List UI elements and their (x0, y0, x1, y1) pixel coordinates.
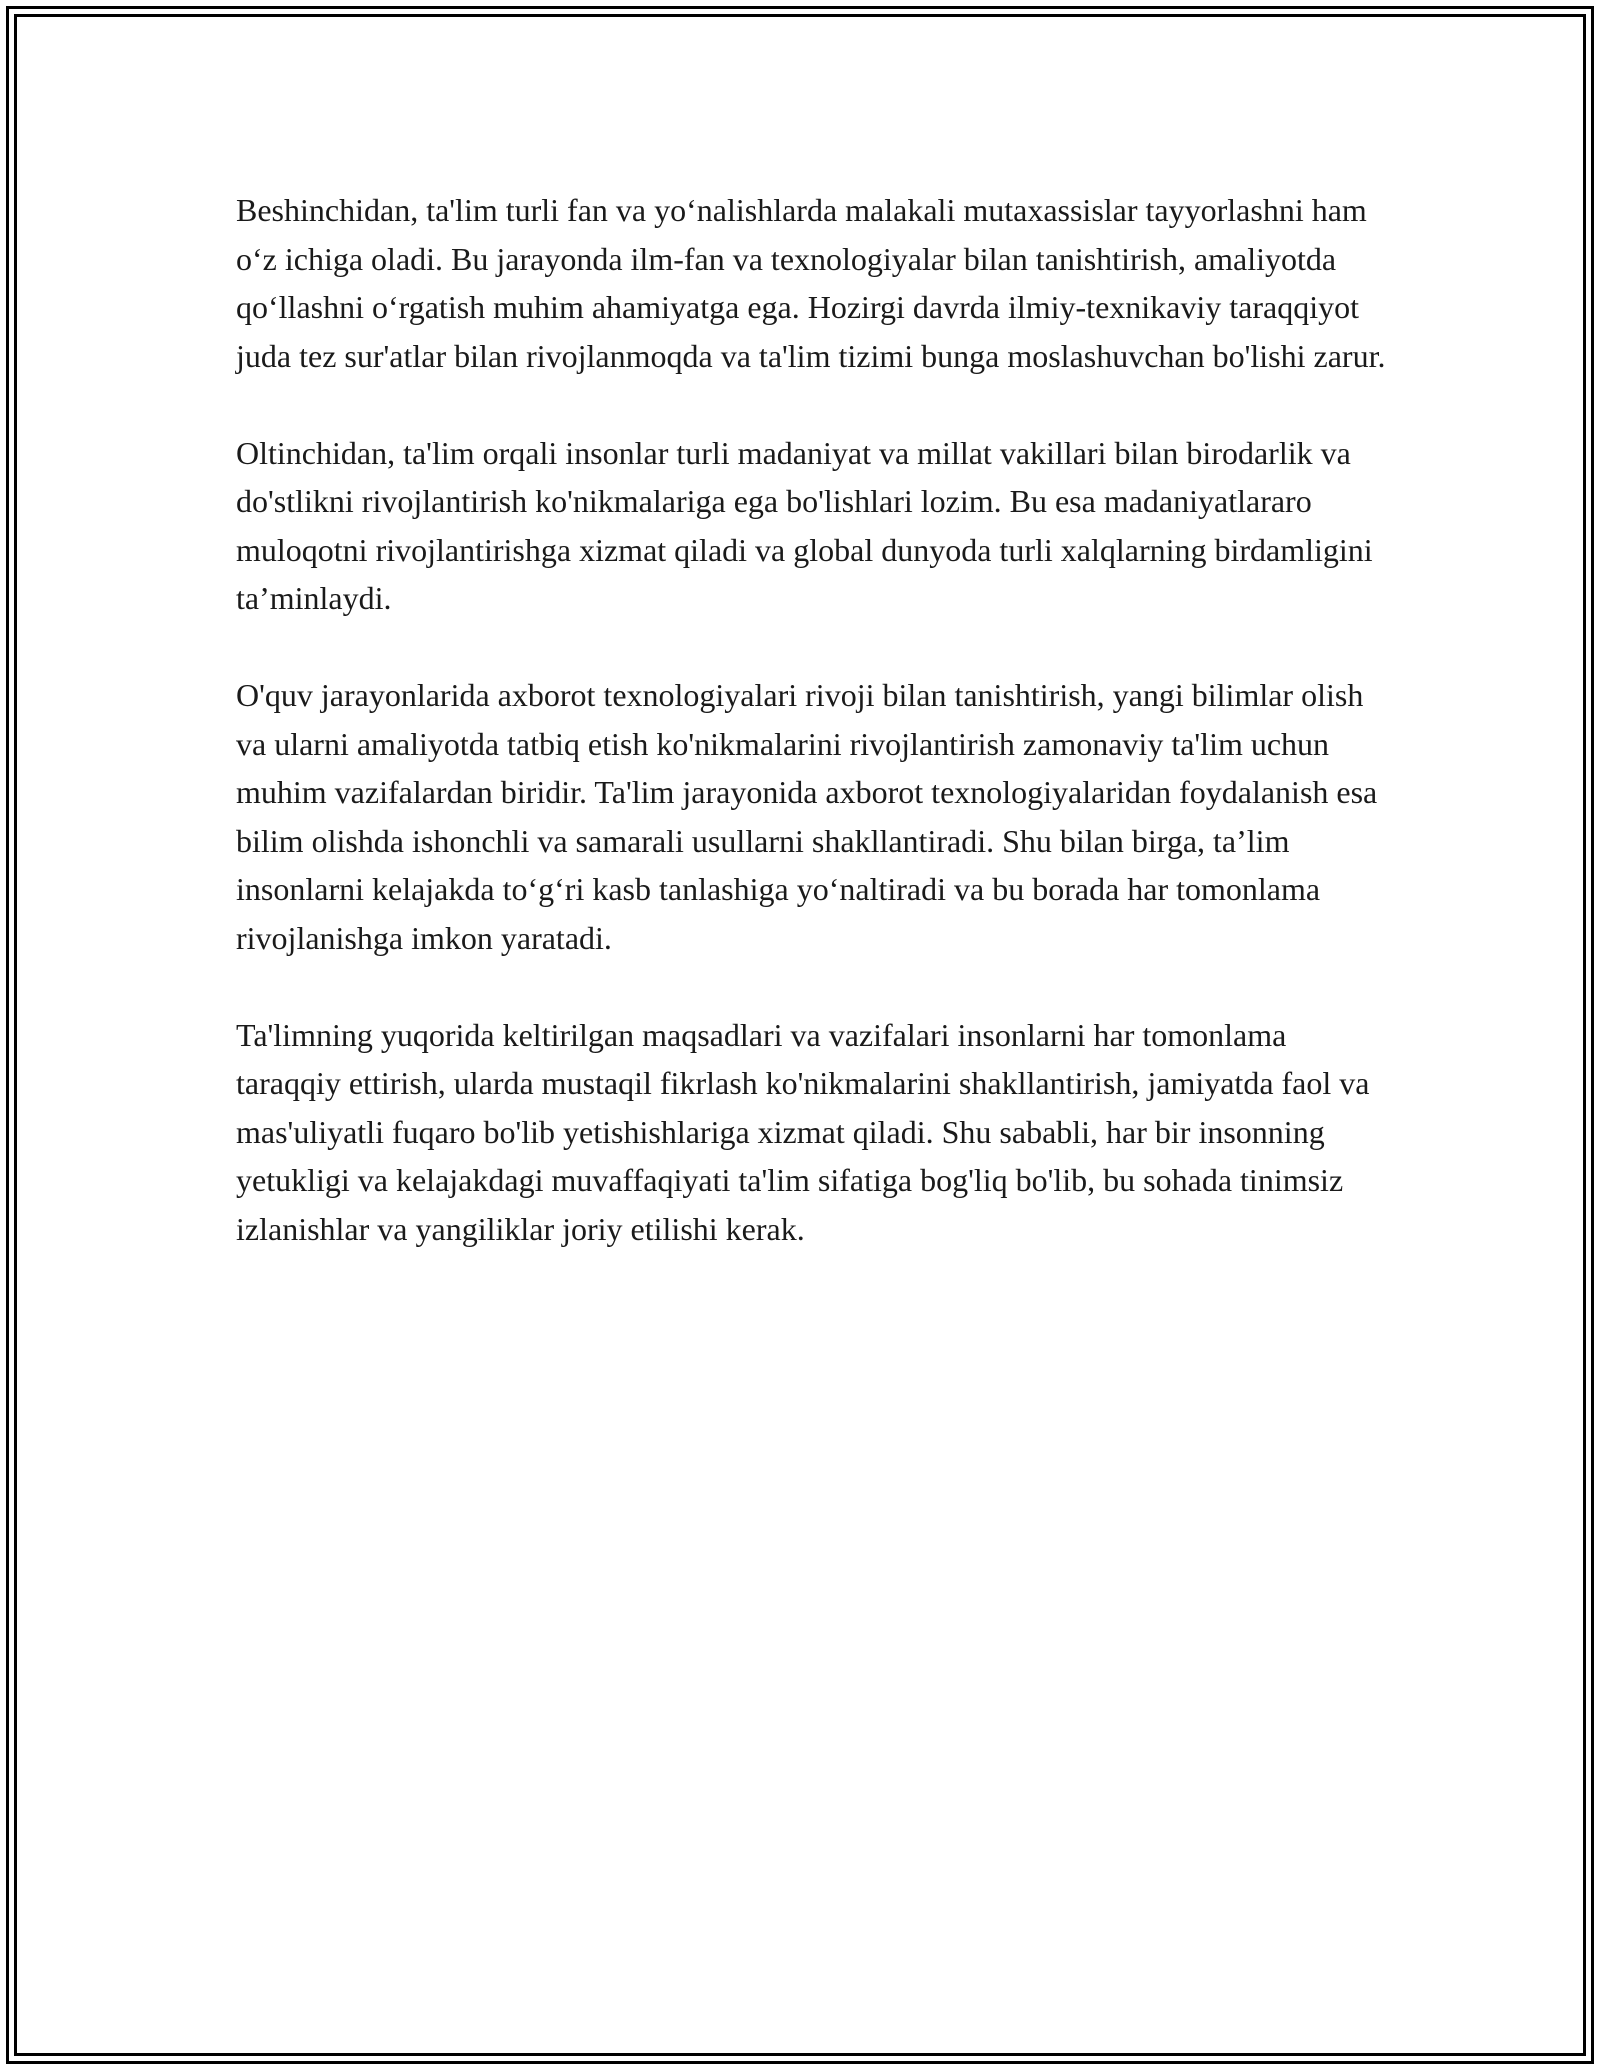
paragraph-4: Ta'limning yuqorida keltirilgan maqsadlari va vazifalari insonlarni har tomonlama taraqqiy ettirish, ularda mustaqil fikrlash ko'nikmalarini shakllantirish, jamiyatda faol va mas'uliyatli fuqaro bo'lib yetishishlariga xizmat qiladi. Shu sababli, har bir insonning yetukligi va kelajakdagi muvaffaqiyati ta'lim sifatiga bog'liq bo'lib, bu sohada tinimsiz izlanishlar va yangiliklar joriy etilishi kerak. (236, 1016, 1370, 1247)
paragraph-1: Beshinchidan, ta'lim turli fan va yo‘nalishlarda malakali mutaxassislar tayyorlashni ham o‘z ichiga oladi. Bu jarayonda ilm-fan va texnologiyalar bilan tanishtirish, amaliyotda qo‘llashni o‘rgatish muhim ahamiyatga ega. Hozirgi davrda ilmiy-texnikaviy taraqqiyot juda tez sur'atlar bilan rivojlanmoqda va ta'lim tizimi bunga moslashuvchan bo'lishi zarur. (236, 192, 1386, 374)
paragraph-3: O'quv jarayonlarida axborot texnologiyalari rivoji bilan tanishtirish, yangi bilimlar olish va ularni amaliyotda tatbiq etish ko'nikmalarini rivojlantirish zamonaviy ta'lim uchun muhim vazifalardan biridir. Ta'lim jarayonida axborot texnologiyalaridan foydalanish esa bilim olishda ishonchli va samarali usullarni shakllantiradi. Shu bilan birga, ta’lim insonlarni kelajakda to‘g‘ri kasb tanlashiga yo‘naltiradi va bu borada har tomonlama rivojlanishga imkon yaratadi. (236, 677, 1378, 956)
document-body (236, 186, 1386, 1302)
paragraph-2: Oltinchidan, ta'lim orqali insonlar turli madaniyat va millat vakillari bilan birodarlik va do'stlikni rivojlantirish ko'nikmalariga ega bo'lishlari lozim. Bu esa madaniyatlararo muloqotni rivojlantirishga xizmat qiladi va global dunyoda turli xalqlarning birdamligini ta’minlaydi. (236, 434, 1373, 616)
